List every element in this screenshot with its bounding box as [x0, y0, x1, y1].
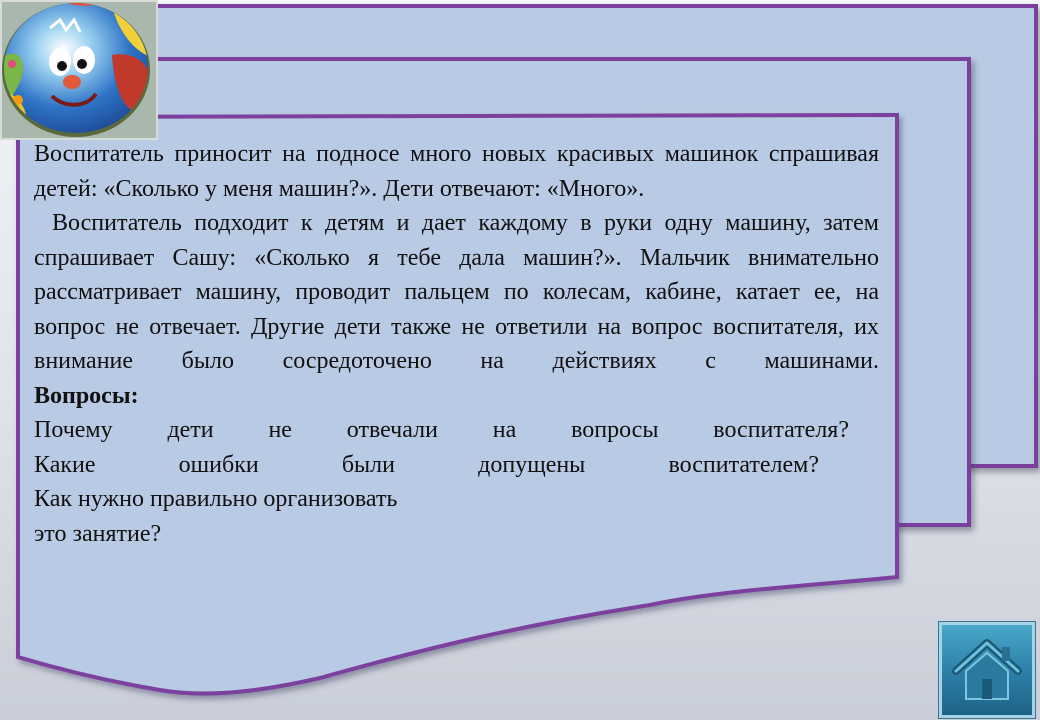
- paragraph-story: Воспитатель подходит к детям и дает каждому в руки одну машину, затем спрашивает Сашу: «Сколько я тебе дала машин?». Мальчик внимательно рассматривает машину, проводит пальцем по колесам, кабине, катает ее, на вопрос не отвечает. Другие дети также не ответили на вопрос воспитателя, их внимание было сосредоточено на действиях с машинами.: [34, 210, 879, 374]
- question-2: Какие ошибки были допущены воспитателем?: [34, 451, 819, 478]
- home-button[interactable]: [939, 622, 1035, 718]
- question-3-line-1: Как нужно правильно организовать: [34, 486, 398, 512]
- questions-heading: Вопросы:: [34, 382, 139, 409]
- cartoon-ball-image: [0, 0, 158, 140]
- question-3-line-2: это занятие?: [34, 520, 162, 547]
- cartoon-ball-icon: [0, 0, 158, 140]
- card-text: [34, 137, 879, 551]
- paragraph-intro: Воспитатель приносит на подносе много новых красивых машинок спрашивая детей: «Сколько у меня машин?». Дети отвечают: «Много».: [34, 141, 879, 202]
- question-1: Почему дети не отвечали на вопросы воспитателя?: [34, 417, 849, 443]
- home-icon: [942, 625, 1032, 715]
